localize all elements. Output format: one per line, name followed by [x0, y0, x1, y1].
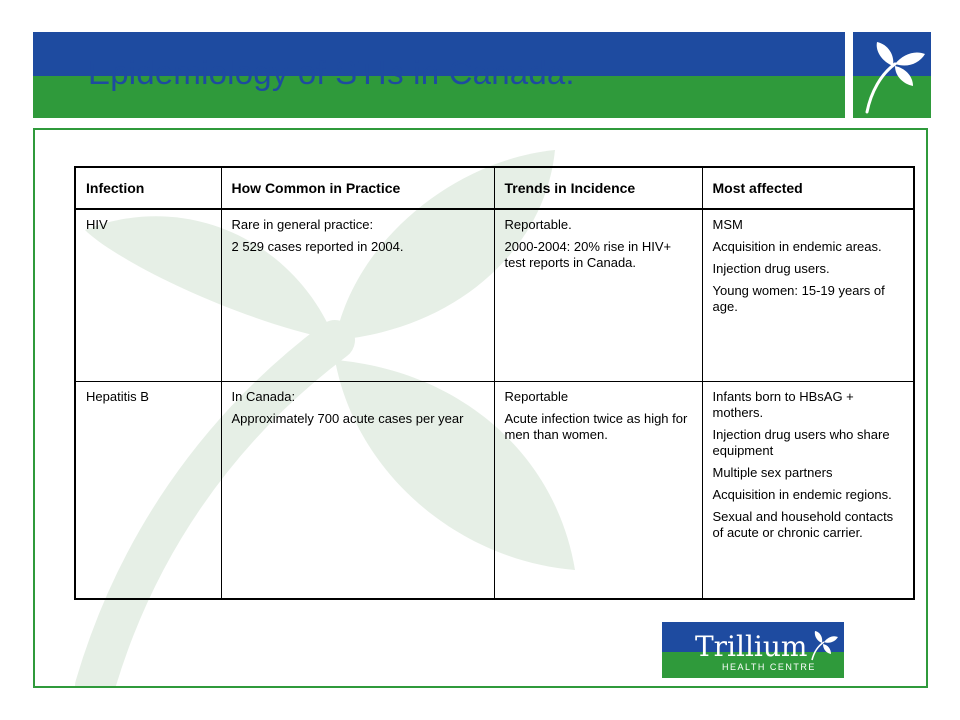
header-how-common: How Common in Practice	[221, 167, 494, 209]
trillium-leaf-icon	[853, 32, 931, 118]
cell-line: 2000-2004: 20% rise in HIV+ test reports in Canada.	[504, 239, 672, 270]
cell-trends	[494, 381, 702, 599]
cell-line: Reportable	[504, 388, 569, 404]
cell-infection	[75, 381, 221, 599]
cell-line: Infants born to HBsAG + mothers.	[712, 388, 854, 420]
cell-line: Acute infection twice as high for men than women.	[504, 410, 688, 442]
cell-line: Reportable.	[504, 217, 572, 232]
header-logo	[853, 32, 931, 118]
cell-most-affected	[702, 381, 914, 599]
slide-title: Epidemiology of STIs in Canada:	[88, 54, 575, 91]
sti-table	[74, 166, 915, 600]
cell-line: HIV	[86, 217, 108, 232]
cell-line: MSM	[712, 217, 743, 232]
cell-line: Rare in general practice:	[231, 217, 374, 232]
cell-trends	[494, 209, 702, 381]
cell-most-affected	[702, 209, 914, 381]
cell-how-common	[221, 209, 494, 381]
cell-line: Sexual and household contacts of acute or chronic carrier.	[712, 508, 894, 540]
table-header-row	[75, 167, 914, 209]
footer-logo-subtitle: HEALTH CENTRE	[722, 662, 816, 672]
table-row	[75, 381, 914, 599]
table-row	[75, 209, 914, 381]
cell-infection	[75, 209, 221, 381]
cell-line: 2 529 cases reported in 2004.	[231, 239, 404, 254]
header-trends: Trends in Incidence	[494, 167, 702, 209]
header-most-affected: Most affected	[702, 167, 914, 209]
cell-line: Hepatitis B	[86, 388, 149, 404]
header-infection: Infection	[75, 167, 221, 209]
cell-line: Young women: 15-19 years of age.	[712, 283, 885, 314]
cell-line: Multiple sex partners	[712, 464, 833, 480]
cell-line: Approximately 700 acute cases per year	[231, 410, 464, 426]
trillium-flower-icon	[662, 622, 844, 678]
footer-logo-name: Trillium	[695, 630, 808, 663]
cell-line: Injection drug users who share equipment	[712, 426, 890, 458]
cell-line: In Canada:	[231, 388, 296, 404]
cell-line: Injection drug users.	[712, 261, 830, 276]
cell-line: Acquisition in endemic regions.	[712, 486, 892, 502]
cell-line: Acquisition in endemic areas.	[712, 239, 882, 254]
cell-how-common	[221, 381, 494, 599]
footer-logo	[662, 622, 844, 678]
